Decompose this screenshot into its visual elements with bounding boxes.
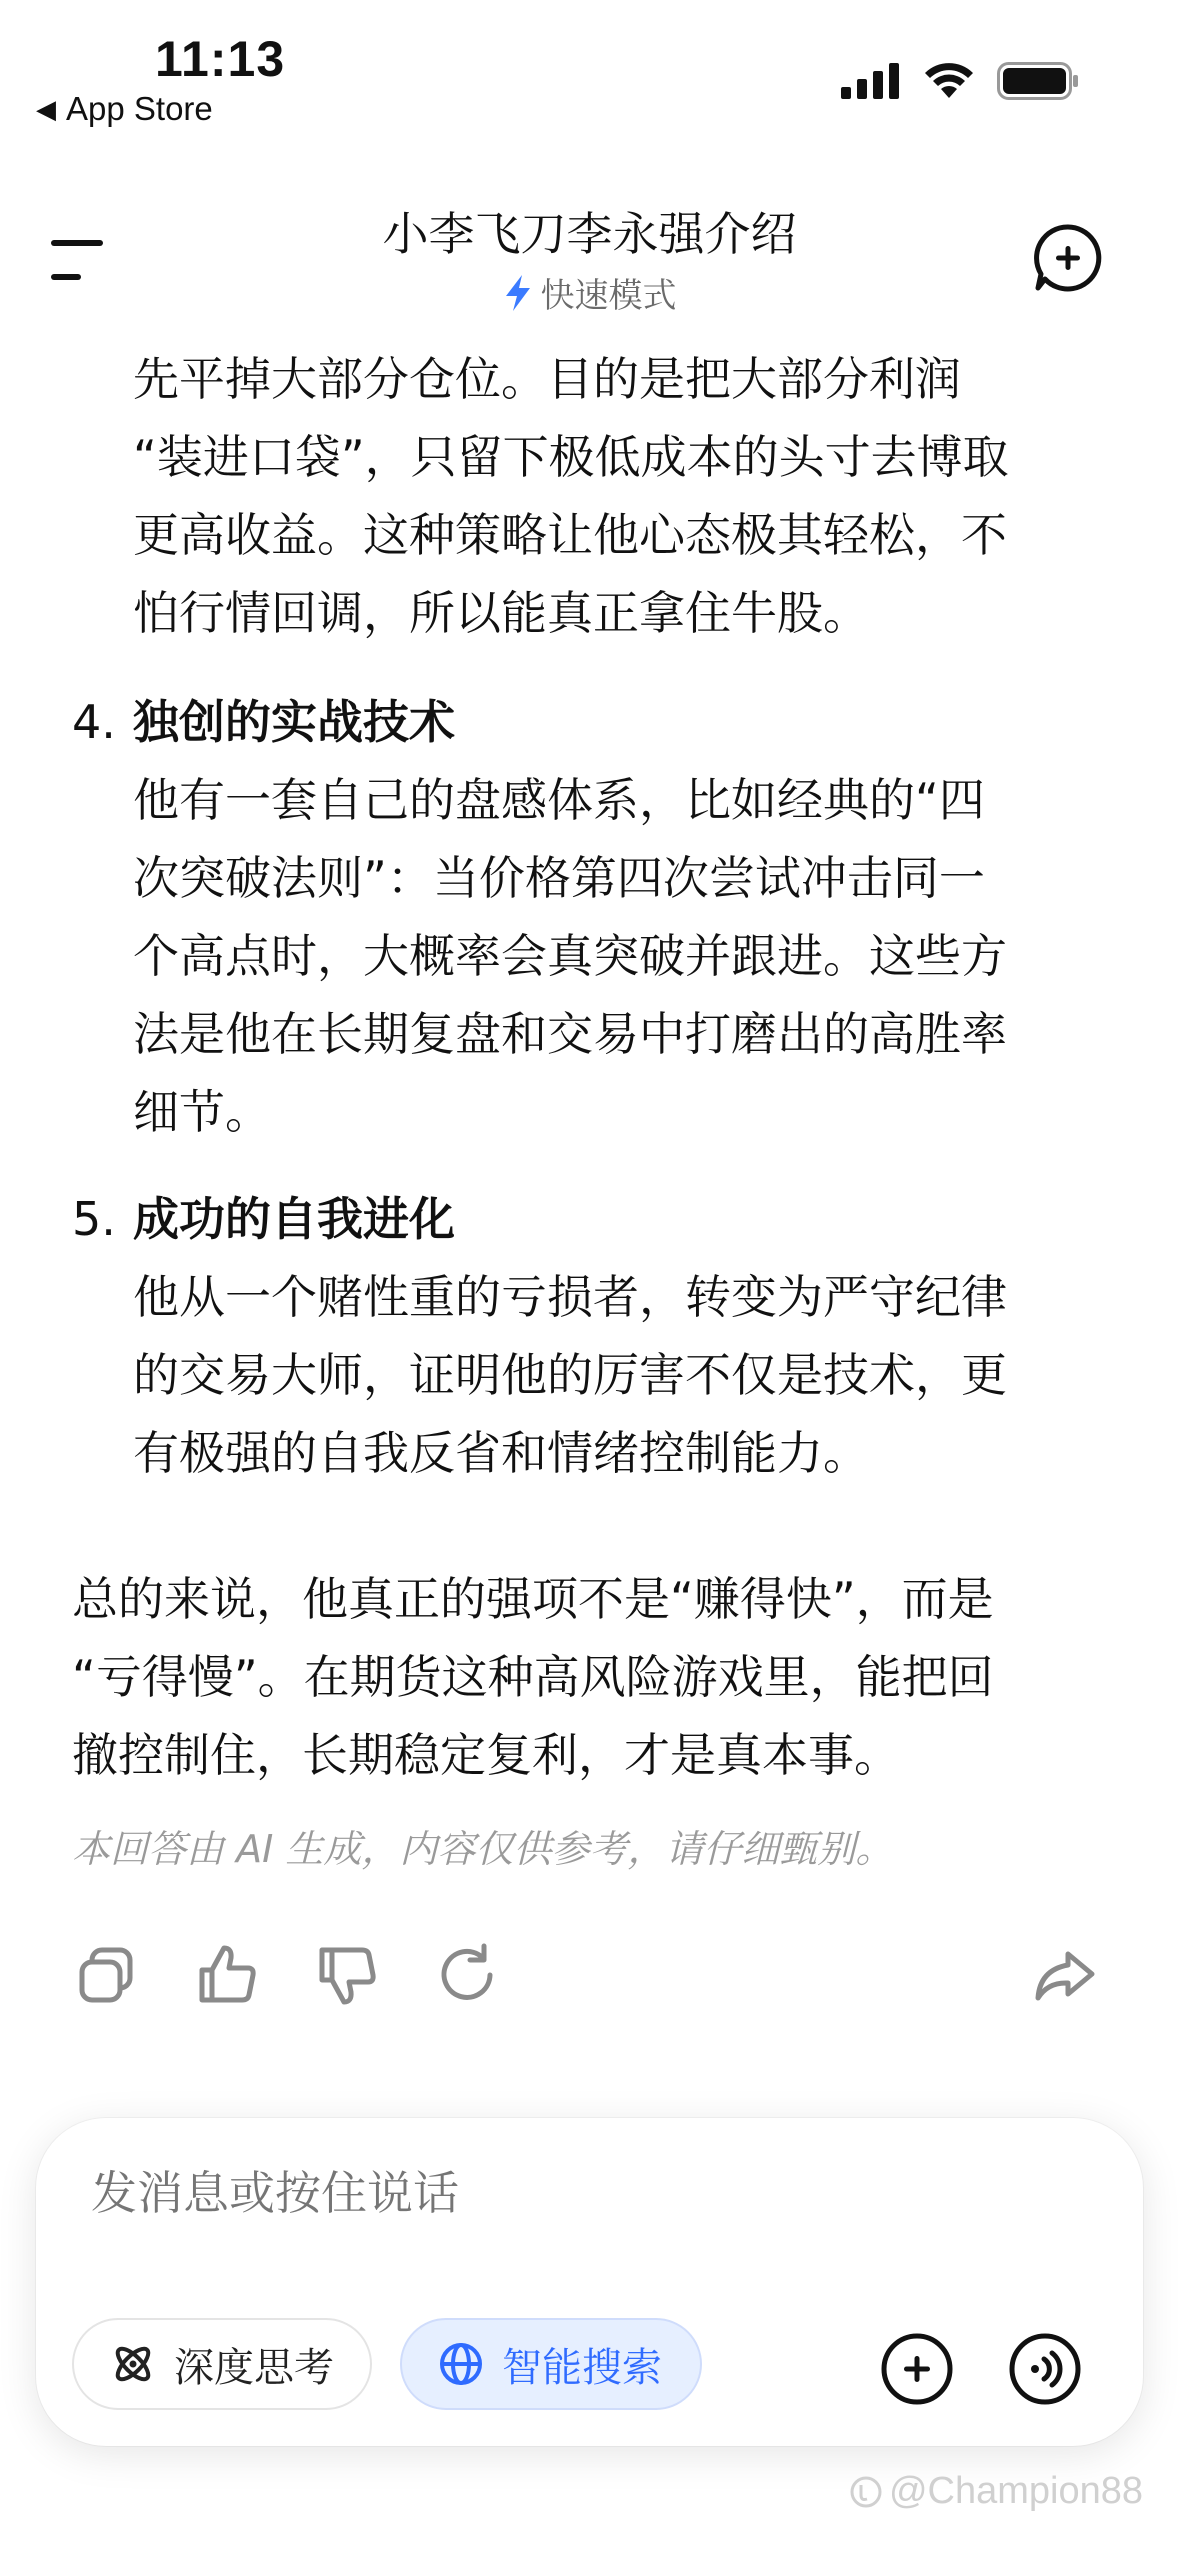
list-item-5-heading [72, 1180, 455, 1258]
deep-think-toggle[interactable] [72, 2318, 372, 2410]
status-bar [0, 0, 1179, 150]
smart-search-label: 智能搜索 [502, 2344, 662, 2391]
text-line: 有极强的自我反省和情绪控制能力。 [133, 1426, 869, 1480]
voice-wave-icon [1008, 2332, 1082, 2406]
item4-text [133, 761, 1113, 1151]
wifi-icon [923, 62, 975, 100]
message-composer [36, 2118, 1143, 2446]
atom-icon [110, 2341, 156, 2387]
voice-call-button[interactable] [1008, 2332, 1082, 2406]
share-icon [1030, 1940, 1100, 2010]
text-line: “装进口袋”，只留下极低成本的头寸去博取 [133, 430, 1009, 484]
thumbs-up-icon [192, 1940, 262, 2010]
copy-icon [72, 1940, 142, 2010]
lightning-icon [503, 274, 533, 312]
text-line: 个高点时，大概率会真突破并跟进。这些方 [133, 929, 1007, 983]
like-button[interactable] [192, 1940, 262, 2010]
globe-icon [438, 2341, 484, 2387]
cellular-signal-icon [841, 63, 901, 99]
list-number: 5. [72, 1192, 116, 1246]
text-line: 法是他在长期复盘和交易中打磨出的高胜率 [133, 1007, 1007, 1061]
text-line: 他从一个赌性重的亏损者，转变为严守纪律 [133, 1270, 1007, 1324]
share-button[interactable] [1030, 1940, 1100, 2010]
nav-bar [0, 170, 1179, 320]
ai-disclaimer: 本回答由 AI 生成，内容仅供参考，请仔细甄别。 [72, 1827, 894, 1871]
mode-label: 快速模式 [540, 276, 677, 316]
mode-indicator[interactable] [0, 268, 1179, 317]
plus-circle-icon [880, 2332, 954, 2406]
item5-text [133, 1258, 1113, 1492]
text-line: 怕行情回调，所以能真正拿住牛股。 [133, 586, 869, 640]
copy-button[interactable] [72, 1940, 142, 2010]
text-line: 他有一套自己的盘感体系，比如经典的“四 [133, 773, 985, 827]
regenerate-icon [432, 1940, 502, 2010]
list-number: 4. [72, 695, 116, 749]
battery-icon [997, 62, 1079, 100]
page-title: 小李飞刀李永强介绍 [382, 207, 797, 261]
text-line: 的交易大师，证明他的厉害不仅是技术，更 [133, 1348, 1007, 1402]
text-line: 先平掉大部分仓位。目的是把大部分利润 [133, 352, 961, 406]
back-to-app-store[interactable] [36, 90, 213, 128]
smart-search-toggle[interactable] [400, 2318, 702, 2410]
platform-logo-icon [849, 2475, 883, 2509]
back-arrow-icon: ◀ [36, 93, 56, 124]
thumbs-down-icon [312, 1940, 382, 2010]
summary-paragraph [72, 1560, 1112, 1794]
list-heading-text: 独创的实战技术 [133, 695, 455, 749]
item3-text [133, 340, 1113, 652]
watermark-text: @Champion88 [888, 2470, 1143, 2512]
text-line: 次突破法则”：当价格第四次尝试冲击同一 [133, 851, 985, 905]
message-actions [0, 1940, 1179, 2010]
status-icons [841, 62, 1079, 100]
add-attachment-button[interactable] [880, 2332, 954, 2406]
text-line: 总的来说，他真正的强项不是“赚得快”，而是 [72, 1572, 994, 1626]
new-chat-button[interactable] [1032, 222, 1104, 294]
watermark [849, 2470, 1143, 2513]
text-line: “亏得慢”。在期货这种高风险游戏里，能把回 [72, 1650, 994, 1704]
text-line: 细节。 [133, 1085, 271, 1139]
list-item-4-heading [72, 683, 455, 761]
list-heading-text: 成功的自我进化 [133, 1192, 455, 1246]
status-time: 11:13 [155, 31, 286, 87]
message-input[interactable] [91, 2166, 991, 2220]
new-chat-icon [1032, 222, 1104, 294]
text-line: 撤控制住，长期稳定复利，才是真本事。 [72, 1728, 900, 1782]
deep-think-label: 深度思考 [174, 2344, 334, 2391]
regenerate-button[interactable] [432, 1940, 502, 2010]
dislike-button[interactable] [312, 1940, 382, 2010]
back-app-label: App Store [66, 90, 213, 127]
text-line: 更高收益。这种策略让他心态极其轻松，不 [133, 508, 1007, 562]
